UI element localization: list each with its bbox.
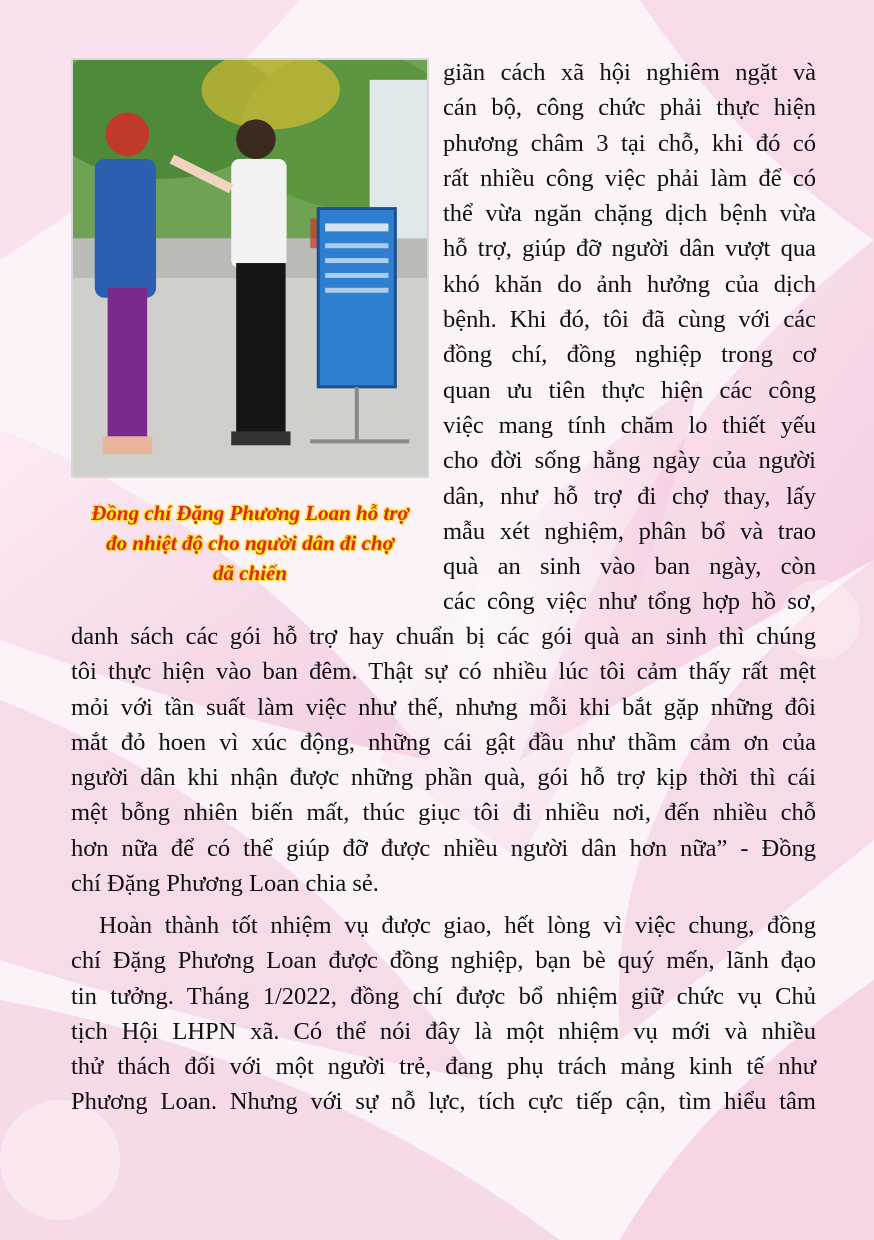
text-line: rất nhiều công việc phải làm để có — [443, 164, 816, 192]
text-line: danh sách các gói hỗ trợ hay chuẩn bị các gói quà an sinh thì chúng — [71, 623, 816, 650]
article-photo — [71, 58, 429, 478]
text-line: mệt bỗng nhiên biến mất, thúc giục tôi đi nhiều nơi, đến nhiều chỗ — [71, 799, 816, 827]
text-line: mẫu xét nghiệm, phân bổ và trao — [443, 517, 816, 545]
text-line: các công việc như tổng hợp hồ sơ, — [443, 588, 816, 616]
text-line: tin tưởng. Tháng 1/2022, đồng chí được bổ nhiệm giữ chức vụ Chủ — [71, 982, 816, 1010]
text-line: dân, như hỗ trợ đi chợ thay, lấy — [443, 482, 816, 510]
text-line: mắt đỏ hoen vì xúc động, những cái gật đầu như thầm cảm ơn của — [71, 728, 816, 756]
text-line: tịch Hội LHPN xã. Có thể nói đây là một nhiệm vụ mới và nhiều — [71, 1017, 816, 1045]
text-line: khó khăn do ảnh hưởng của dịch — [443, 270, 816, 298]
text-line: việc mang tính chăm lo thiết yếu — [443, 411, 816, 439]
text-line: thể vừa ngăn chặng dịch bệnh vừa — [443, 200, 816, 228]
caption-line: Đồng chí Đặng Phương Loan hỗ trợ — [91, 501, 409, 525]
text-line: cho đời sống hằng ngày của người — [443, 447, 816, 475]
text-line: quan ưu tiên thực hiện các công — [443, 376, 816, 404]
column-text — [443, 55, 816, 620]
text-line: quà an sinh vào ban ngày, còn — [443, 553, 816, 581]
text-line: giãn cách xã hội nghiêm ngặt và — [443, 59, 816, 86]
text-line: cán bộ, công chức phải thực hiện — [443, 94, 816, 122]
text-line: tôi thực hiện vào ban đêm. Thật sự có nhiều lúc tôi cảm thấy rất mệt — [71, 658, 816, 686]
paragraph-2 — [71, 908, 816, 1120]
text-line: hơn nữa để có thể giúp đỡ được nhiều người dân hơn nữa” - Đồng — [71, 834, 816, 862]
text-line: bệnh. Khi đó, tôi đã cùng với các — [443, 306, 816, 334]
photo-caption — [60, 498, 440, 588]
text-line: người dân khi nhận được những phần quà, gói hỗ trợ kịp thời thì cái — [71, 764, 816, 792]
caption-line: đo nhiệt độ cho người dân đi chợ — [106, 531, 394, 555]
full-width-text — [71, 619, 816, 901]
text-line: phương châm 3 tại chỗ, khi đó có — [443, 129, 816, 157]
text-line: hỗ trợ, giúp đỡ người dân vượt qua — [443, 235, 816, 263]
text-line: chí Đặng Phương Loan được đồng nghiệp, bạn bè quý mến, lãnh đạo — [71, 947, 816, 975]
text-line: mỏi với tần suất làm việc như thế, nhưng mỗi khi bắt gặp những đôi — [71, 693, 816, 721]
text-line: thử thách đối với một người trẻ, đang phụ trách mảng kinh tế như — [71, 1053, 816, 1081]
text-line: đồng chí, đồng nghiệp trong cơ — [443, 341, 816, 369]
caption-line: dã chiến — [212, 561, 288, 585]
text-line: Hoàn thành tốt nhiệm vụ được giao, hết lòng vì việc chung, đồng — [99, 912, 816, 939]
text-line: Phương Loan. Nhưng với sự nỗ lực, tích cực tiếp cận, tìm hiểu tâm — [71, 1088, 816, 1116]
text-line: chí Đặng Phương Loan chia sẻ. — [71, 870, 379, 898]
